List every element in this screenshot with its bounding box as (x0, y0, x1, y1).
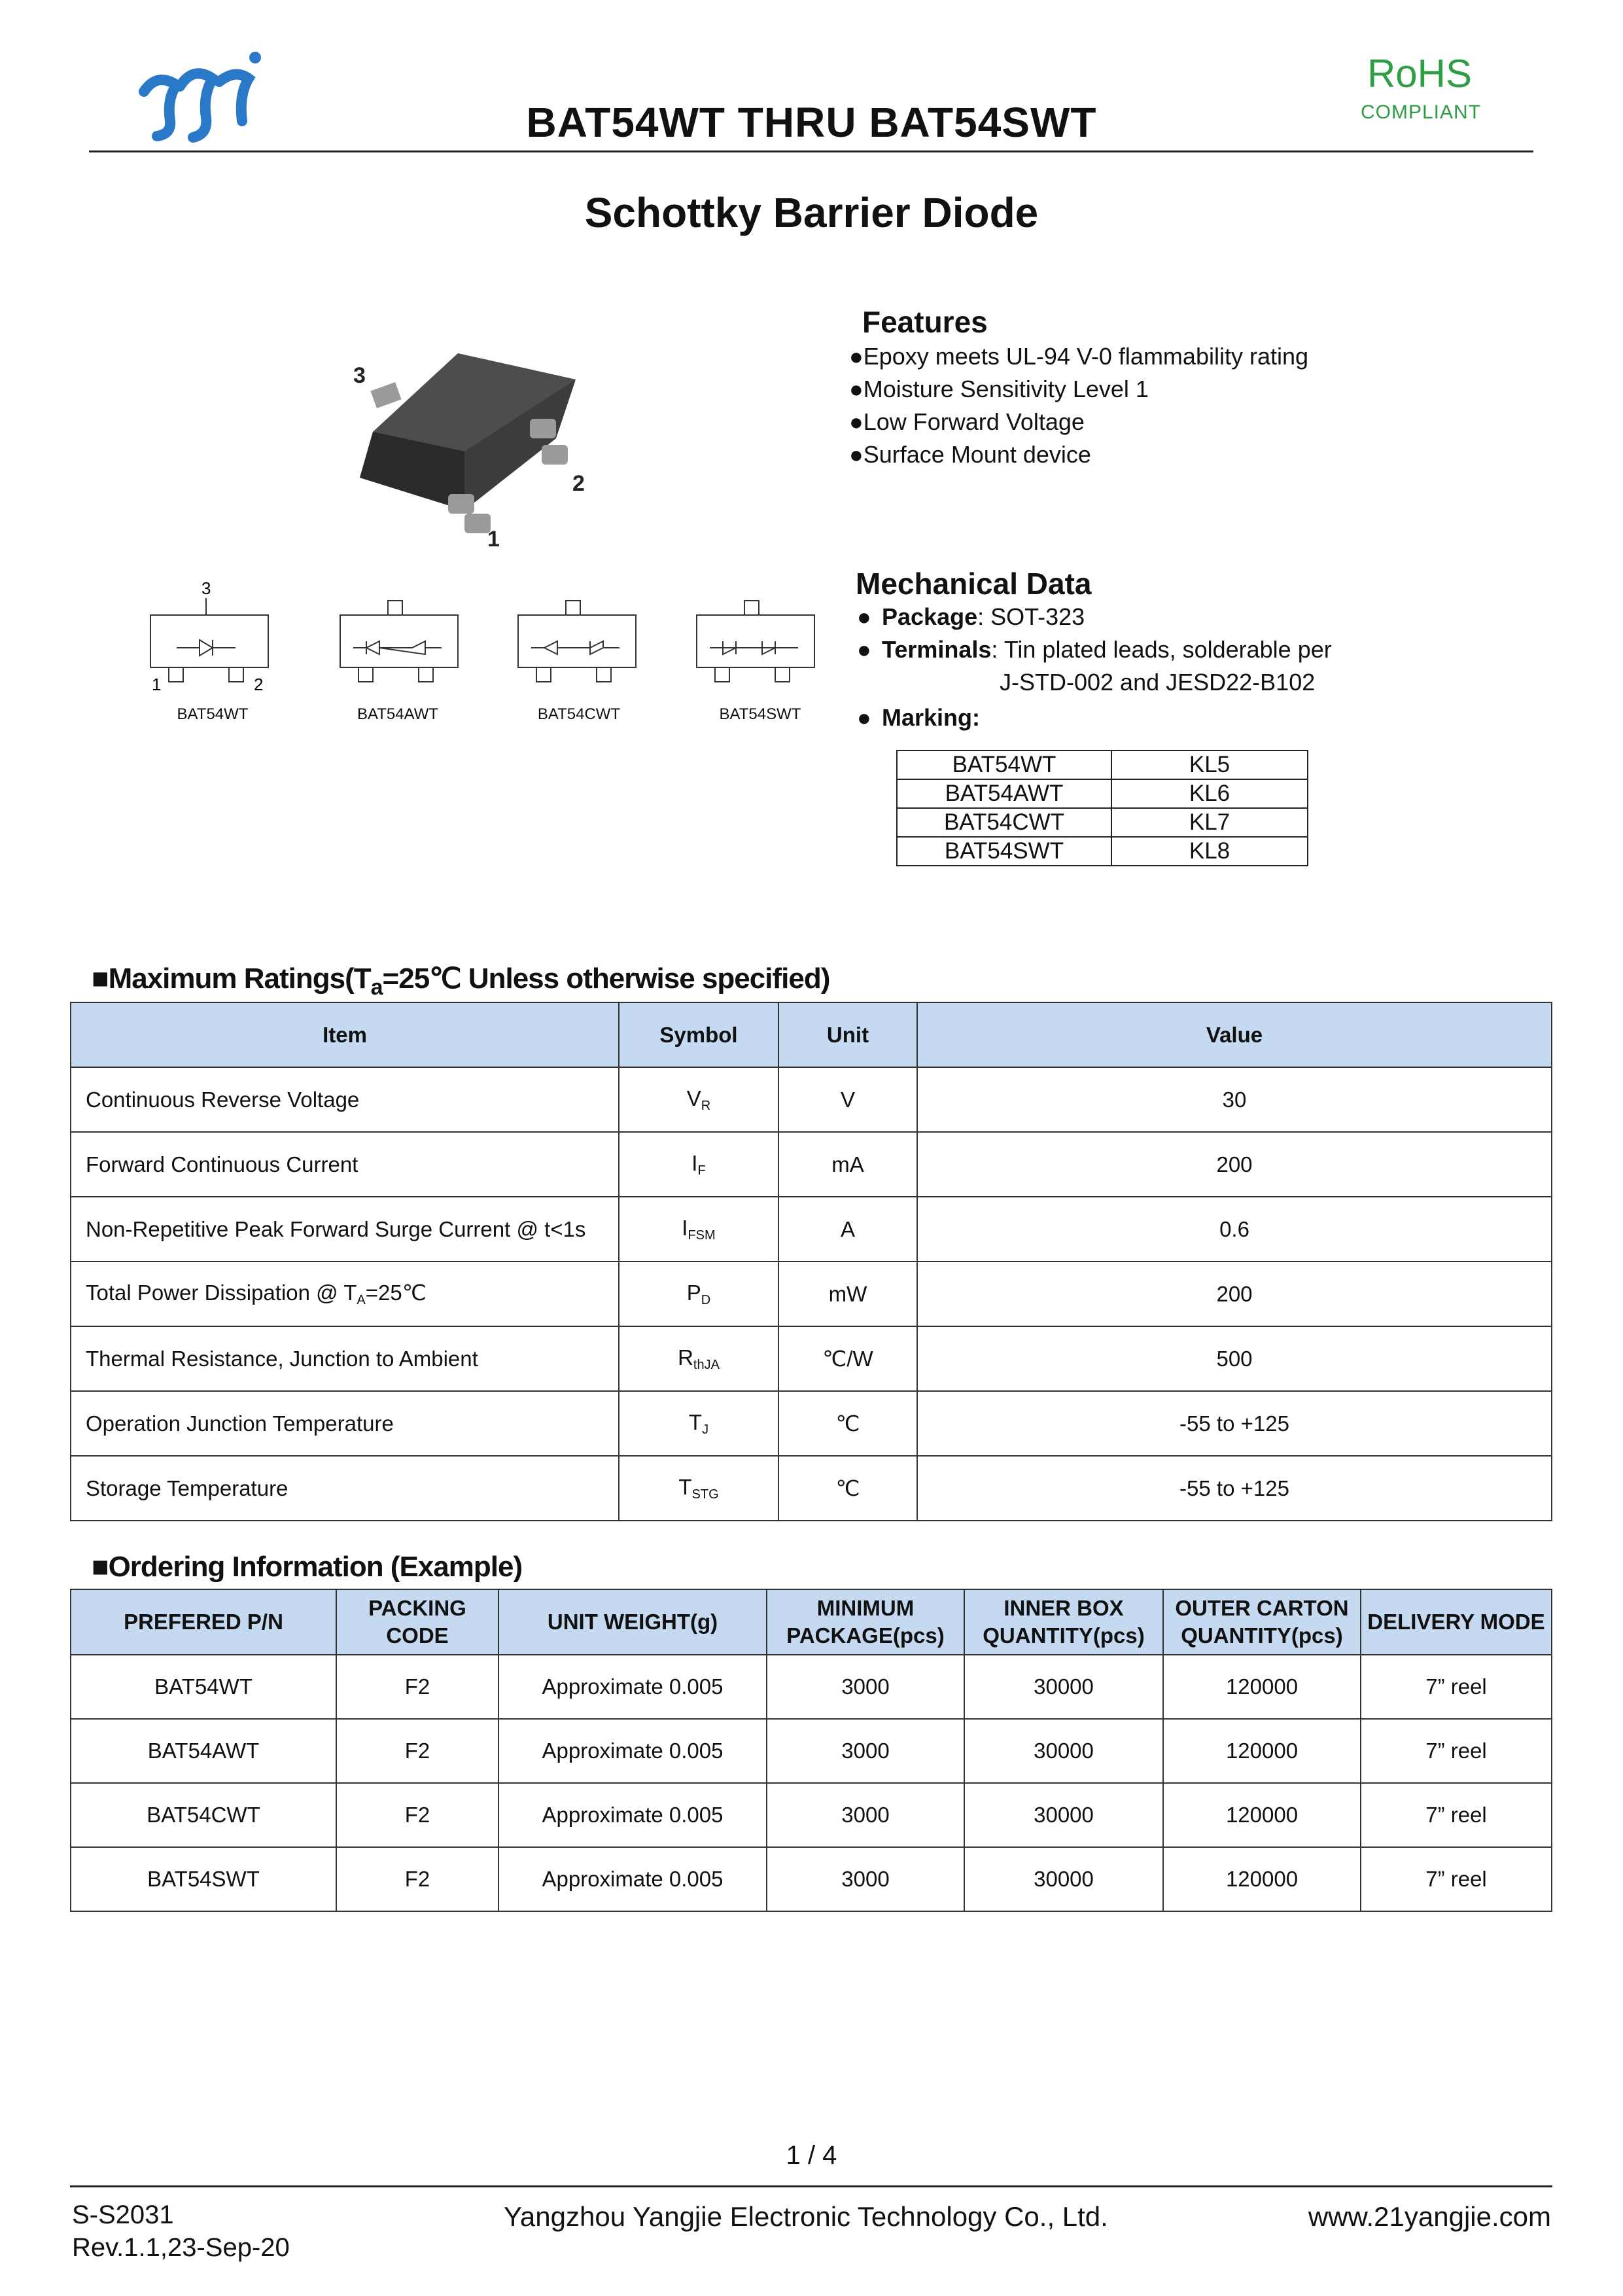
rating-symbol: $P_D$ (619, 1262, 778, 1326)
marking-code: KL8 (1111, 837, 1308, 866)
header-rule (89, 150, 1533, 152)
feature-item: ●Low Forward Voltage (849, 408, 1085, 435)
order-cell: 30000 (964, 1847, 1163, 1911)
col-value: Value (917, 1002, 1552, 1067)
rohs-compliant: COMPLIANT (1361, 101, 1482, 123)
rating-item: Non-Repetitive Peak Forward Surge Current @ t<1s (71, 1197, 619, 1262)
order-cell: 3000 (767, 1655, 964, 1719)
table-row (71, 1067, 1552, 1132)
table-row (71, 1391, 1552, 1456)
feature-item: ●Surface Mount device (849, 441, 1091, 468)
rating-unit: A (778, 1197, 917, 1262)
marking-code: KL7 (1111, 808, 1308, 837)
marking-code: KL5 (1111, 751, 1308, 779)
rating-unit: mA (778, 1132, 917, 1197)
table-header-row (71, 1589, 1552, 1655)
marking-part: BAT54AWT (897, 779, 1111, 808)
schem-label-bat54swt: BAT54SWT (719, 705, 801, 723)
order-cell: 120000 (1163, 1655, 1361, 1719)
features-list (849, 340, 1308, 471)
feature-item: ●Moisture Sensitivity Level 1 (849, 376, 1149, 402)
rating-item: Total Power Dissipation @ $T_A=25℃$ (71, 1262, 619, 1326)
table-row (897, 779, 1308, 808)
order-cell: 120000 (1163, 1783, 1361, 1847)
max-ratings-table (70, 1002, 1552, 1521)
order-cell: F2 (336, 1719, 498, 1783)
order-cell: BAT54AWT (71, 1719, 336, 1783)
col-unit: Unit (778, 1002, 917, 1067)
order-cell: BAT54SWT (71, 1847, 336, 1911)
marking-part: BAT54CWT (897, 808, 1111, 837)
mech-terminals-cont: J-STD-002 and JESD22-B102 (1000, 669, 1316, 696)
table-row (897, 808, 1308, 837)
order-cell: 30000 (964, 1655, 1163, 1719)
rating-value: 200 (917, 1262, 1552, 1326)
col-inner-box: INNER BOX QUANTITY(pcs) (964, 1589, 1163, 1655)
table-row (897, 751, 1308, 779)
mech-marking: ● Marking: (857, 701, 1332, 734)
feature-item: ●Epoxy meets UL-94 V-0 flammability rating (849, 343, 1309, 370)
table-row (71, 1197, 1552, 1262)
rating-value: 0.6 (917, 1197, 1552, 1262)
footer-company: Yangzhou Yangjie Electronic Technology Co., Ltd. (504, 2201, 1108, 2232)
col-item: Item (71, 1002, 619, 1067)
col-packing: PACKING CODE (336, 1589, 498, 1655)
order-cell: Approximate 0.005 (498, 1847, 767, 1911)
marking-part: BAT54SWT (897, 837, 1111, 866)
footer-doc-info (72, 2199, 290, 2264)
marking-code: KL6 (1111, 779, 1308, 808)
bullet-icon: ● (857, 704, 871, 731)
rating-unit: ℃ (778, 1456, 917, 1521)
col-delivery: DELIVERY MODE (1361, 1589, 1552, 1655)
schematic-bat54awt (327, 576, 471, 726)
schem-pin2: 2 (254, 675, 264, 694)
pin-1-label: 1 (487, 527, 500, 550)
table-row (897, 837, 1308, 866)
order-cell: 7” reel (1361, 1719, 1552, 1783)
order-cell: 7” reel (1361, 1783, 1552, 1847)
rating-symbol: $T_{STG}$ (619, 1456, 778, 1521)
max-ratings-title: ■Maximum $Ratings(T_a=25℃$ Unless otherwise specified) (92, 963, 830, 1000)
rohs-badge (1361, 51, 1482, 124)
order-cell: 7” reel (1361, 1655, 1552, 1719)
col-min-package: MINIMUM PACKAGE(pcs) (767, 1589, 964, 1655)
table-row (71, 1655, 1552, 1719)
rating-item: Continuous Reverse Voltage (71, 1067, 619, 1132)
rating-unit: ℃ (778, 1391, 917, 1456)
order-cell: Approximate 0.005 (498, 1719, 767, 1783)
rating-item: Storage Temperature (71, 1456, 619, 1521)
ordering-title: ■Ordering Information (Example) (92, 1551, 523, 1583)
schem-label-bat54cwt: BAT54CWT (537, 705, 621, 723)
rating-symbol: $R_{thJA}$ (619, 1326, 778, 1391)
ordering-table (70, 1589, 1552, 1912)
order-cell: 30000 (964, 1719, 1163, 1783)
rating-value: -55 to +125 (917, 1391, 1552, 1456)
rating-value: 500 (917, 1326, 1552, 1391)
schematic-bat54swt (684, 576, 828, 726)
order-cell: Approximate 0.005 (498, 1783, 767, 1847)
order-cell: 7” reel (1361, 1847, 1552, 1911)
order-cell: F2 (336, 1847, 498, 1911)
product-subtitle: Schottky Barrier Diode (584, 189, 1039, 236)
col-pn: PREFERED P/N (71, 1589, 336, 1655)
schem-pin3: 3 (201, 578, 211, 598)
document-title: BAT54WT THRU BAT54SWT (526, 99, 1097, 146)
col-outer-carton: OUTER CARTON QUANTITY(pcs) (1163, 1589, 1361, 1655)
order-cell: 120000 (1163, 1719, 1361, 1783)
table-row (71, 1847, 1552, 1911)
footer-rule (70, 2185, 1552, 2187)
rating-symbol: $I_{FSM}$ (619, 1197, 778, 1262)
table-header-row (71, 1002, 1552, 1067)
order-cell: F2 (336, 1783, 498, 1847)
rating-symbol: $T_J$ (619, 1391, 778, 1456)
pin-2-label: 2 (572, 471, 585, 496)
rating-value: 200 (917, 1132, 1552, 1197)
footer-website[interactable]: www.21yangjie.com (1308, 2201, 1551, 2232)
footer-doc-id: S-S2031 (72, 2200, 174, 2229)
pin-3-label: 3 (353, 363, 366, 388)
order-cell: 120000 (1163, 1847, 1361, 1911)
order-cell: F2 (336, 1655, 498, 1719)
rating-item: Operation Junction Temperature (71, 1391, 619, 1456)
mech-terminals: ● Terminals: Tin plated leads, solderable per (857, 633, 1332, 666)
rohs-label: RoHS (1367, 52, 1473, 96)
features-title: Features (862, 305, 988, 339)
rating-item: Forward Continuous Current (71, 1132, 619, 1197)
rating-value: -55 to +125 (917, 1456, 1552, 1521)
mechanical-title: Mechanical Data (856, 567, 1092, 601)
mech-package: ● Package: SOT-323 (857, 601, 1332, 633)
order-cell: 3000 (767, 1719, 964, 1783)
footer-revision: Rev.1.1,23-Sep-20 (72, 2233, 290, 2262)
table-row (71, 1456, 1552, 1521)
table-row (71, 1719, 1552, 1783)
col-weight: UNIT WEIGHT(g) (498, 1589, 767, 1655)
schem-pin1: 1 (152, 675, 162, 694)
rating-unit: mW (778, 1262, 917, 1326)
table-row (71, 1132, 1552, 1197)
table-row (71, 1262, 1552, 1326)
order-cell: 30000 (964, 1783, 1163, 1847)
rating-value: 30 (917, 1067, 1552, 1132)
table-row (71, 1326, 1552, 1391)
marking-part: BAT54WT (897, 751, 1111, 779)
rating-symbol: $I_F$ (619, 1132, 778, 1197)
page-number: 1 / 4 (786, 2141, 837, 2170)
rating-item: Thermal Resistance, Junction to Ambient (71, 1326, 619, 1391)
schematic-bat54wt (137, 576, 281, 726)
order-cell: BAT54WT (71, 1655, 336, 1719)
rating-symbol: $V_R$ (619, 1067, 778, 1132)
order-cell: 3000 (767, 1783, 964, 1847)
schem-label-bat54awt: BAT54AWT (357, 705, 439, 723)
bullet-icon: ● (857, 603, 871, 630)
rating-unit: ℃/W (778, 1326, 917, 1391)
schem-label-bat54wt: BAT54WT (177, 705, 249, 723)
sot323-package-image (334, 314, 621, 550)
mechanical-list (857, 601, 1332, 734)
order-cell: Approximate 0.005 (498, 1655, 767, 1719)
rating-unit: V (778, 1067, 917, 1132)
col-symbol: Symbol (619, 1002, 778, 1067)
schematic-bat54cwt (505, 576, 649, 726)
order-cell: 3000 (767, 1847, 964, 1911)
bullet-icon: ● (857, 636, 871, 663)
marking-table (896, 750, 1308, 866)
order-cell: BAT54CWT (71, 1783, 336, 1847)
table-row (71, 1783, 1552, 1847)
